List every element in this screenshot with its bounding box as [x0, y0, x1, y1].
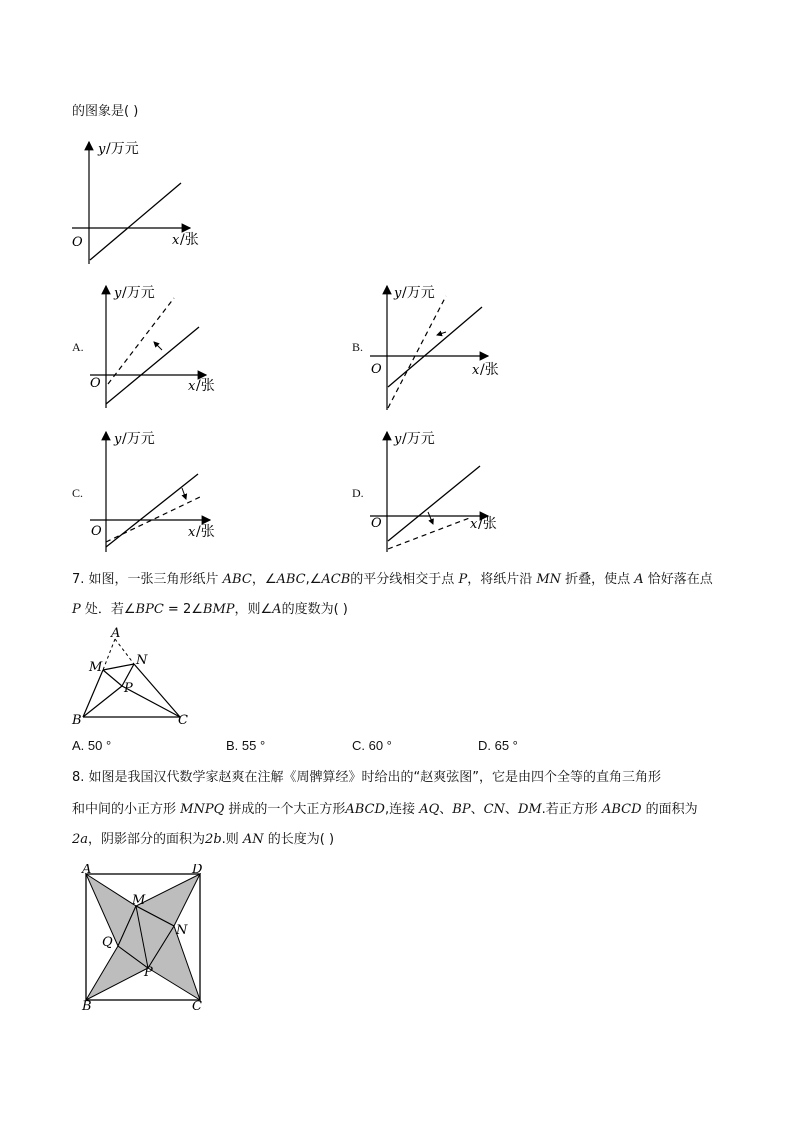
q7-line1: 7. 如图，一张三角形纸片 ABC，∠ABC,∠ACB的平分线相交于点 P，将纸片沿 MN 折叠，使点 A 恰好落在点	[72, 572, 713, 587]
q7-choice-a[interactable]: A. 50 °	[72, 738, 112, 753]
q7-choice-b[interactable]: B. 55 °	[226, 738, 266, 753]
svg-text:/万元: /万元	[122, 431, 155, 447]
svg-text:/张: /张	[196, 378, 215, 394]
svg-text:/张: /张	[480, 362, 499, 378]
option-d-graph[interactable]	[364, 426, 514, 556]
svg-text:y: y	[114, 286, 122, 301]
x-label: x	[172, 233, 180, 248]
option-a-letter[interactable]: A.	[72, 340, 84, 354]
svg-text:N: N	[176, 923, 188, 938]
q8-line1: 8. 如图是我国汉代数学家赵爽在注解《周髀算经》时给出的“赵爽弦图”，它是由四个全等的直角三角形	[72, 770, 662, 785]
option-c-graph[interactable]	[84, 426, 234, 556]
solid-line	[90, 183, 181, 260]
svg-text:/万元: /万元	[402, 285, 435, 301]
svg-text:M: M	[89, 660, 103, 675]
svg-text:P: P	[144, 965, 153, 980]
svg-text:M: M	[132, 893, 146, 908]
svg-text:N: N	[136, 653, 148, 668]
svg-text:B: B	[82, 999, 92, 1010]
svg-text:/张: /张	[478, 516, 497, 532]
q8-line2: 和中间的小正方形 MNPQ 拼成的一个大正方形ABCD,连接 AQ、BP、CN、DM.若正方形 ABCD 的面积为	[72, 802, 698, 817]
svg-text:O: O	[90, 376, 101, 391]
svg-text:y: y	[114, 432, 122, 447]
q6-stem-tail: 的图象是( )	[72, 104, 139, 119]
svg-text:y: y	[394, 432, 402, 447]
svg-text:/万元: /万元	[122, 285, 155, 301]
q7-choice-d[interactable]: D. 65 °	[478, 738, 518, 753]
svg-text:/万元: /万元	[402, 431, 435, 447]
svg-text:C: C	[178, 713, 188, 728]
svg-text:A: A	[111, 626, 121, 641]
y-unit: /万元	[106, 141, 139, 157]
x-unit: /张	[180, 232, 199, 248]
svg-text:C: C	[192, 999, 202, 1010]
q7-line2: P 处．若∠BPC = 2∠BMP，则∠A的度数为( )	[72, 602, 348, 617]
q8-line3: 2a，阴影部分的面积为2b.则 AN 的长度为( )	[72, 832, 335, 847]
svg-text:Q: Q	[102, 935, 113, 950]
svg-text:y: y	[394, 286, 402, 301]
origin-label: O	[72, 235, 83, 250]
q6-main-graph	[64, 136, 214, 266]
svg-text:D: D	[192, 864, 203, 877]
svg-text:/张: /张	[196, 524, 215, 540]
option-a-graph[interactable]	[84, 280, 234, 410]
q8-zhao-shuang-figure	[76, 864, 216, 1010]
svg-text:x: x	[188, 379, 196, 394]
svg-text:O: O	[371, 516, 382, 531]
option-d-letter[interactable]: D.	[352, 486, 364, 500]
svg-text:x: x	[470, 517, 478, 532]
svg-text:O: O	[91, 524, 102, 539]
svg-text:x: x	[472, 363, 480, 378]
option-c-letter[interactable]: C.	[72, 486, 84, 500]
svg-text:O: O	[371, 362, 382, 377]
q7-triangle-figure	[68, 626, 198, 730]
y-label: y	[98, 142, 106, 157]
q7-choice-c[interactable]: C. 60 °	[352, 738, 392, 753]
svg-text:B: B	[72, 713, 82, 728]
svg-text:P: P	[124, 681, 133, 696]
option-b-letter[interactable]: B.	[352, 340, 364, 354]
option-b-graph[interactable]	[364, 280, 514, 415]
svg-text:x: x	[188, 525, 196, 540]
svg-text:A: A	[82, 864, 92, 877]
